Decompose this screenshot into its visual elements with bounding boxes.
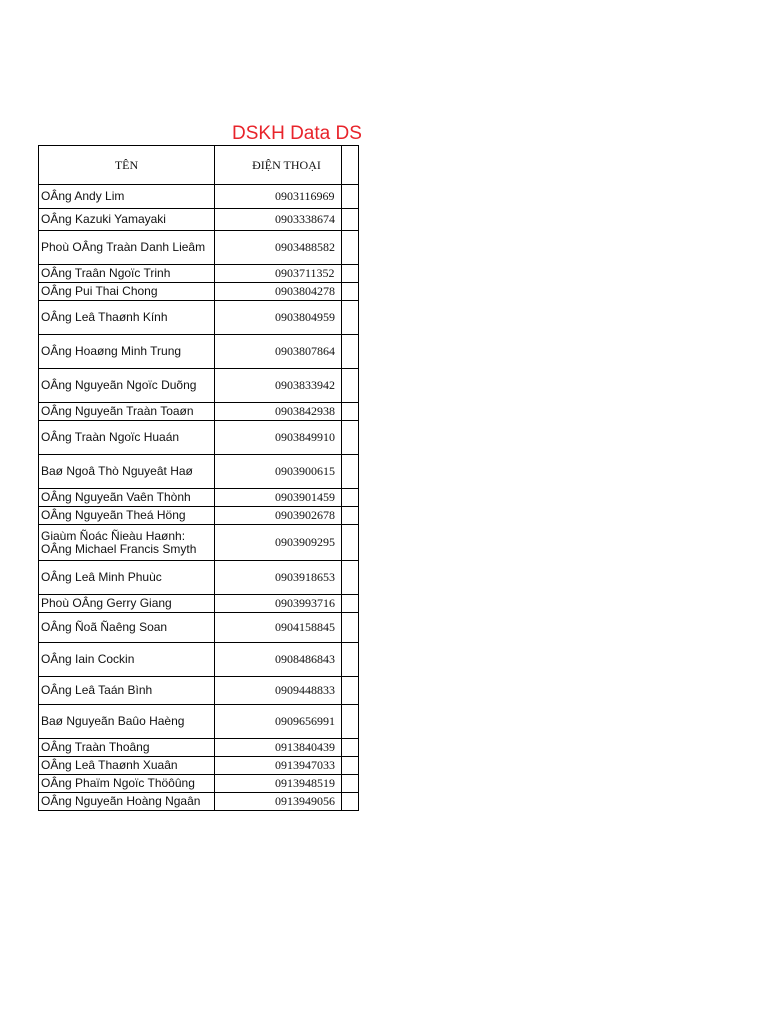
phone-number-cell: 0903804959 bbox=[215, 301, 359, 335]
customer-name-cell: OÂng Traàn Ngoïc Huaán bbox=[39, 421, 215, 455]
phone-number-cell: 0903711352 bbox=[215, 265, 359, 283]
table-row bbox=[39, 507, 359, 525]
phone-number-cell: 0908486843 bbox=[215, 643, 359, 677]
phone-number-cell: 0909448833 bbox=[215, 677, 359, 705]
customer-name-cell: OÂng Traàn Thoâng bbox=[39, 739, 215, 757]
phone-number-cell: 0903804278 bbox=[215, 283, 359, 301]
phone-number-cell: 0903116969 bbox=[215, 185, 359, 209]
table-row bbox=[39, 403, 359, 421]
phone-number-cell: 0913947033 bbox=[215, 757, 359, 775]
table-row bbox=[39, 209, 359, 231]
table-row bbox=[39, 301, 359, 335]
sheet-title: DSKH Data DS bbox=[232, 123, 362, 144]
customer-name-cell: Phoù OÂng Traàn Danh Lieâm bbox=[39, 231, 215, 265]
phone-number-cell: 0903901459 bbox=[215, 489, 359, 507]
phone-number-cell: 0903338674 bbox=[215, 209, 359, 231]
table-row bbox=[39, 613, 359, 643]
phone-number-cell: 0903833942 bbox=[215, 369, 359, 403]
table-row bbox=[39, 421, 359, 455]
customer-name-cell: OÂng Nguyeãn Theá Höng bbox=[39, 507, 215, 525]
table-row bbox=[39, 793, 359, 811]
customer-name-cell: OÂng Nguyeãn Vaên Thònh bbox=[39, 489, 215, 507]
customer-name-cell: OÂng Kazuki Yamayaki bbox=[39, 209, 215, 231]
phone-number-cell: 0913949056 bbox=[215, 793, 359, 811]
phone-number-cell: 0903909295 bbox=[215, 525, 359, 561]
customer-name-cell: OÂng Leâ Minh Phuùc bbox=[39, 561, 215, 595]
table-row bbox=[39, 455, 359, 489]
contact-table-container bbox=[38, 145, 341, 811]
phone-number-cell: 0903918653 bbox=[215, 561, 359, 595]
contact-table bbox=[38, 145, 359, 811]
customer-name-cell: Phoù OÂng Gerry Giang bbox=[39, 595, 215, 613]
table-row bbox=[39, 739, 359, 757]
table-right-border bbox=[341, 145, 342, 811]
table-body bbox=[39, 185, 359, 811]
table-row bbox=[39, 283, 359, 301]
phone-number-cell: 0909656991 bbox=[215, 705, 359, 739]
customer-name-cell: OÂng Leâ Thaønh Kính bbox=[39, 301, 215, 335]
table-row bbox=[39, 369, 359, 403]
customer-name-cell: OÂng Leâ Thaønh Xuaân bbox=[39, 757, 215, 775]
table-row bbox=[39, 775, 359, 793]
customer-name-cell: OÂng Nguyeãn Traàn Toaøn bbox=[39, 403, 215, 421]
customer-name-cell: OÂng Nguyeãn Ngoïc Duõng bbox=[39, 369, 215, 403]
phone-number-cell: 0913948519 bbox=[215, 775, 359, 793]
customer-name-cell: OÂng Andy Lim bbox=[39, 185, 215, 209]
table-row bbox=[39, 525, 359, 561]
phone-number-cell: 0913840439 bbox=[215, 739, 359, 757]
table-row bbox=[39, 677, 359, 705]
customer-name-cell: OÂng Hoaøng Minh Trung bbox=[39, 335, 215, 369]
table-row bbox=[39, 265, 359, 283]
table-row bbox=[39, 231, 359, 265]
table-row bbox=[39, 643, 359, 677]
customer-name-cell: OÂng Phaïm Ngoïc Thöôûng bbox=[39, 775, 215, 793]
customer-name-cell: OÂng Nguyeãn Hoàng Ngaân bbox=[39, 793, 215, 811]
phone-number-cell: 0903902678 bbox=[215, 507, 359, 525]
phone-number-cell: 0903993716 bbox=[215, 595, 359, 613]
column-header-phone: ĐIỆN THOẠI bbox=[215, 146, 359, 185]
customer-name-cell: OÂng Ñoã Ñaêng Soan bbox=[39, 613, 215, 643]
phone-number-cell: 0904158845 bbox=[215, 613, 359, 643]
table-row bbox=[39, 185, 359, 209]
customer-name-cell: OÂng Traân Ngoïc Trinh bbox=[39, 265, 215, 283]
customer-name-cell: OÂng Leâ Taán Bình bbox=[39, 677, 215, 705]
phone-number-cell: 0903842938 bbox=[215, 403, 359, 421]
phone-number-cell: 0903849910 bbox=[215, 421, 359, 455]
column-header-name: TÊN bbox=[39, 146, 215, 185]
table-row bbox=[39, 757, 359, 775]
phone-number-cell: 0903807864 bbox=[215, 335, 359, 369]
customer-name-cell: Giaùm Ñoác Ñieàu Haønh: OÂng Michael Francis Smyth bbox=[39, 525, 215, 561]
table-row bbox=[39, 705, 359, 739]
customer-name-cell: OÂng Pui Thai Chong bbox=[39, 283, 215, 301]
phone-number-cell: 0903488582 bbox=[215, 231, 359, 265]
customer-name-cell: Baø Nguyeãn Baûo Haèng bbox=[39, 705, 215, 739]
phone-number-cell: 0903900615 bbox=[215, 455, 359, 489]
customer-name-cell: Baø Ngoâ Thò Nguyeât Haø bbox=[39, 455, 215, 489]
table-row bbox=[39, 335, 359, 369]
table-row bbox=[39, 595, 359, 613]
table-row bbox=[39, 489, 359, 507]
table-row bbox=[39, 561, 359, 595]
table-header-row bbox=[39, 146, 359, 185]
customer-name-cell: OÂng Iain Cockin bbox=[39, 643, 215, 677]
